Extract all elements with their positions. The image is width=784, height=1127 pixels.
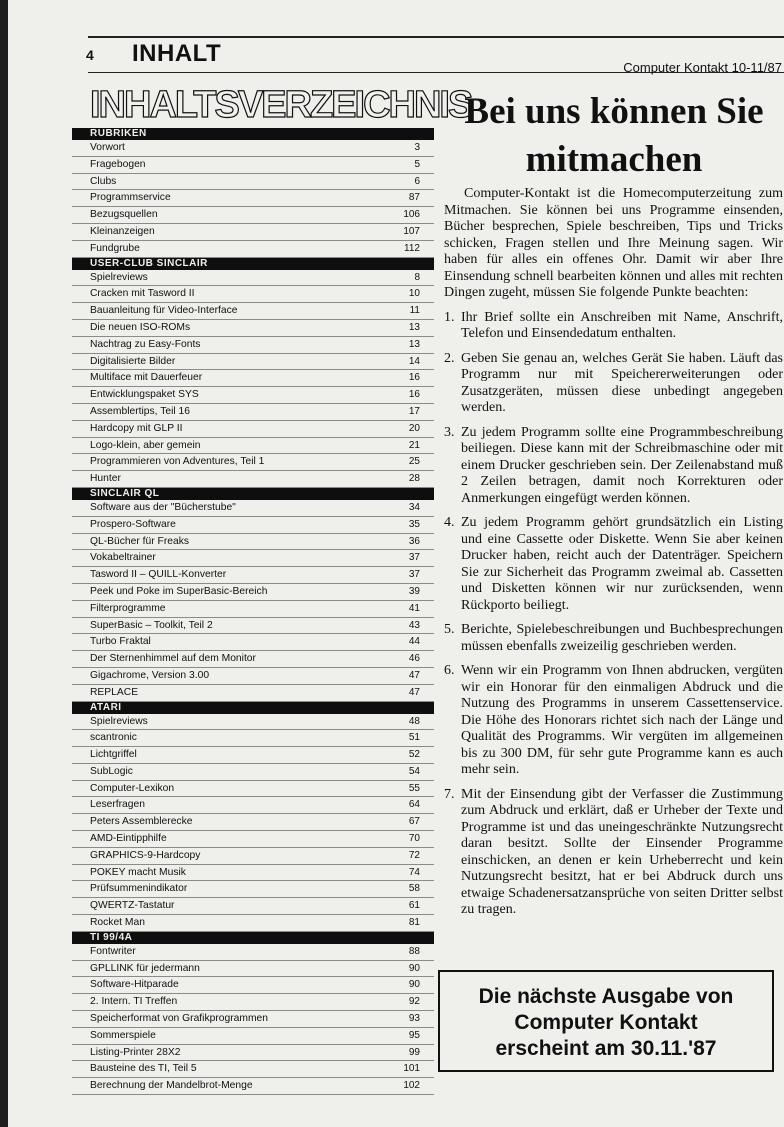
toc-entry-title: Filterprogramme	[90, 602, 166, 614]
toc-entry	[72, 865, 434, 882]
notice-line-3: erscheint am 30.11.'87	[495, 1037, 717, 1060]
toc-entry-page: 35	[408, 518, 420, 530]
toc-entry-page: 10	[408, 288, 420, 300]
toc-entry	[72, 1061, 434, 1078]
toc-entry-page: 37	[408, 552, 420, 564]
notice-line-1: Die nächste Ausgabe von	[478, 985, 734, 1008]
toc-entry-page: 5	[414, 158, 420, 170]
toc-entry-page: 20	[408, 422, 420, 434]
guideline-number: 2.	[444, 350, 455, 366]
toc-entry-title: Computer-Lexikon	[90, 782, 175, 794]
toc-entry	[72, 764, 434, 781]
toc-entry	[72, 270, 434, 287]
toc-entry	[72, 781, 434, 798]
toc-entry-page: 90	[408, 979, 420, 991]
toc-entry-title: Hunter	[90, 473, 121, 485]
toc-entry	[72, 550, 434, 567]
toc-entry	[72, 224, 434, 241]
toc-entry-title: SuperBasic – Toolkit, Teil 2	[90, 619, 213, 631]
toc-entry-title: Bezugsquellen	[90, 209, 158, 221]
toc-entry-title: Speicherformat von Grafikprogrammen	[90, 1013, 268, 1025]
toc-entry-page: 67	[408, 816, 420, 828]
toc-entry	[72, 915, 434, 932]
toc-entry-title: Programmservice	[90, 192, 171, 204]
article-body	[444, 186, 783, 919]
guideline-item	[444, 787, 783, 919]
toc-entry-page: 3	[414, 142, 420, 153]
toc-entry	[72, 747, 434, 764]
toc-title: INHALTSVERZEICHNIS	[90, 84, 472, 126]
toc-entry-page: 54	[408, 765, 420, 777]
toc-entry	[72, 730, 434, 747]
toc-entry-page: 47	[408, 669, 420, 681]
toc-entry-page: 55	[408, 782, 420, 794]
toc-entry	[72, 634, 434, 651]
toc-entry-title: GPLLINK für jedermann	[90, 962, 200, 974]
guideline-text: Zu jedem Programm gehört grundsätzlich ein Listing und eine Cassette oder Diskette. Wenn Sie aber keinen Drucker haben, reicht auch der Datenträger. Speichern Sie zur Sicherheit das Programm zweimal ab. Cassetten und Disketten können wir nur zurücksenden, wenn Rückporto beiliegt.	[461, 515, 783, 613]
toc-category-heading: SINCLAIR QL	[72, 488, 434, 500]
guideline-item	[444, 425, 783, 508]
toc-entry	[72, 303, 434, 320]
guidelines-list	[444, 310, 783, 919]
toc-entry-title: Gigachrome, Version 3.00	[90, 669, 210, 681]
toc-entry	[72, 714, 434, 731]
toc-entry	[72, 454, 434, 471]
toc-entry-page: 21	[408, 439, 420, 451]
toc-entry-page: 25	[408, 456, 420, 468]
toc-entry-title: POKEY macht Musik	[90, 866, 186, 878]
toc-entry-page: 47	[408, 686, 420, 698]
toc-entry	[72, 387, 434, 404]
toc-entry-title: GRAPHICS-9-Hardcopy	[90, 849, 201, 861]
toc-entry	[72, 421, 434, 438]
toc-entry-title: Multiface mit Dauerfeuer	[90, 372, 203, 384]
toc-entry-title: REPLACE	[90, 686, 139, 698]
toc-category-heading: USER-CLUB SINCLAIR	[72, 258, 434, 270]
guideline-text: Berichte, Spielebeschreibungen und Buchbesprechungen müssen ebenfalls zweizeilig geschrieben werden.	[461, 622, 783, 654]
toc-entry	[72, 241, 434, 258]
toc-entry-title: scantronic	[90, 732, 137, 744]
toc-entry-title: Logo-klein, aber gemein	[90, 439, 201, 451]
toc-entry-page: 13	[408, 321, 420, 333]
toc-entry-title: Clubs	[90, 175, 117, 187]
toc-entry	[72, 500, 434, 517]
toc-entry-title: Leserfragen	[90, 799, 145, 811]
toc-entry-title: Vorwort	[90, 142, 125, 153]
toc-entry-title: Kleinanzeigen	[90, 225, 155, 237]
toc-entry	[72, 1028, 434, 1045]
guideline-text: Ihr Brief sollte ein Anschreiben mit Name, Anschrift, Telefon und Einsendedatum enthalten.	[461, 309, 783, 341]
toc-entry-page: 6	[414, 175, 420, 187]
toc-category-heading: RUBRIKEN	[72, 128, 434, 140]
toc-entry	[72, 831, 434, 848]
toc-entry-title: Nachtrag zu Easy-Fonts	[90, 338, 201, 350]
toc-entry-page: 14	[408, 355, 420, 367]
toc-entry-title: Hardcopy mit GLP II	[90, 422, 183, 434]
toc-entry-page: 95	[408, 1029, 420, 1041]
page-number: 4	[86, 47, 94, 63]
toc-entry	[72, 1011, 434, 1028]
toc-entry-title: Software-Hitparade	[90, 979, 179, 991]
toc-entry	[72, 1045, 434, 1062]
toc-entry-page: 61	[408, 900, 420, 912]
guideline-text: Mit der Einsendung gibt der Verfasser die Zustimmung zum Abdruck und erklärt, daß er Urheber der Texte und Programme ist und das uneingeschränkte Nutzungsrecht daran besitzt. Sollte der Einsender Programme einschicken, an denen er kein Urheberrecht und kein Nutzungsrecht besitzt, hat er bei Abdruck durch uns etwaige Schadenersatzansprüche von seiten Dritter selbst zu tragen.	[461, 786, 783, 917]
toc-entry-title: SubLogic	[90, 765, 133, 777]
toc-entry-title: Digitalisierte Bilder	[90, 355, 176, 367]
toc-entry-title: Turbo Fraktal	[90, 636, 151, 648]
toc-entry-page: 16	[408, 389, 420, 401]
article-title	[444, 88, 784, 184]
toc-entry	[72, 157, 434, 174]
table-of-contents	[72, 128, 434, 1095]
toc-entry-title: Peek und Poke im SuperBasic-Bereich	[90, 585, 268, 597]
toc-entry-title: Peters Assemblerecke	[90, 816, 193, 828]
magazine-page	[8, 0, 784, 1127]
toc-entry-page: 37	[408, 569, 420, 581]
toc-entry-page: 64	[408, 799, 420, 811]
toc-entry-page: 51	[408, 732, 420, 744]
toc-entry-title: AMD-Eintipphilfe	[90, 833, 167, 845]
toc-entry-page: 87	[408, 192, 420, 204]
notice-line-2: Computer Kontakt	[514, 1011, 698, 1034]
next-issue-notice	[438, 970, 774, 1072]
toc-entry	[72, 286, 434, 303]
toc-entry	[72, 567, 434, 584]
toc-entry	[72, 651, 434, 668]
toc-entry-page: 92	[408, 996, 420, 1008]
toc-entry	[72, 207, 434, 224]
masthead: Computer Kontakt 10-11/87	[623, 60, 782, 75]
toc-entry-page: 90	[408, 962, 420, 974]
toc-entry-title: 2. Intern. TI Treffen	[90, 996, 178, 1008]
toc-entry	[72, 517, 434, 534]
toc-entry-title: Fontwriter	[90, 945, 136, 957]
guideline-text: Geben Sie genau an, welches Gerät Sie haben. Läuft das Programm nur mit Speichererweiterungen oder Zusatzgeräten, müssen diese unbedingt angegeben werden.	[461, 350, 783, 415]
toc-entry-page: 41	[408, 602, 420, 614]
toc-entry-title: Vokabeltrainer	[90, 552, 156, 564]
toc-entry-page: 39	[408, 585, 420, 597]
toc-entry-title: Programmieren von Adventures, Teil 1	[90, 456, 265, 468]
toc-entry-page: 34	[408, 501, 420, 513]
toc-entry-page: 102	[403, 1080, 420, 1092]
guideline-item	[444, 515, 783, 614]
toc-entry	[72, 370, 434, 387]
toc-entry	[72, 190, 434, 207]
toc-entry-page: 106	[403, 209, 420, 221]
guideline-number: 4.	[444, 515, 455, 530]
toc-entry-title: Software aus der "Bücherstube"	[90, 501, 236, 513]
guideline-item	[444, 351, 783, 417]
guideline-number: 5.	[444, 622, 455, 637]
toc-entry-title: Fundgrube	[90, 242, 140, 254]
guideline-text: Wenn wir ein Programm von Ihnen abdrucken, vergüten wir ein Honorar für den einmaligen Abdruck und die Nutzung des Programms in unserem Cassettenservice. Die Höhe des Honorars richtet sich nach der Länge und Qualität des Programms. Wir vergüten im allgemeinen bis zu 300 DM, für sehr gute Programme kann es auch mehr sein.	[461, 663, 783, 777]
toc-entry-page: 81	[408, 917, 420, 929]
toc-entry-title: Bauanleitung für Video-Interface	[90, 305, 238, 317]
toc-entry-title: Spielreviews	[90, 715, 148, 727]
toc-category-heading: TI 99/4A	[72, 932, 434, 944]
toc-entry-page: 36	[408, 535, 420, 547]
binding-edge	[0, 0, 8, 1127]
guideline-number: 3.	[444, 424, 455, 440]
toc-entry	[72, 337, 434, 354]
toc-entry-title: QL-Bücher für Freaks	[90, 535, 189, 547]
toc-entry	[72, 668, 434, 685]
guideline-text: Zu jedem Programm sollte eine Programmbeschreibung beiliegen. Diese kann mit der Schreibmaschine oder mit einem Drucker geschrieben sein. Der Zeilenabstand muß 2 Zeilen betragen, damit noch Korrekturen oder Anmerkungen eingefügt werden können.	[461, 424, 783, 506]
toc-entry	[72, 848, 434, 865]
toc-entry	[72, 320, 434, 337]
toc-entry-page: 8	[414, 271, 420, 283]
toc-entry-title: Tasword II – QUILL-Konverter	[90, 569, 227, 581]
toc-entry	[72, 944, 434, 961]
toc-entry	[72, 438, 434, 455]
toc-entry	[72, 994, 434, 1011]
toc-entry-page: 107	[403, 225, 420, 237]
toc-entry	[72, 618, 434, 635]
toc-entry	[72, 354, 434, 371]
toc-entry-title: Berechnung der Mandelbrot-Menge	[90, 1080, 253, 1092]
toc-entry	[72, 881, 434, 898]
toc-entry-title: Fragebogen	[90, 158, 146, 170]
toc-entry-title: Prospero-Software	[90, 518, 176, 530]
guideline-number: 1.	[444, 309, 455, 325]
toc-entry-title: Die neuen ISO-ROMs	[90, 321, 191, 333]
toc-entry	[72, 584, 434, 601]
toc-entry-page: 93	[408, 1013, 420, 1025]
toc-entry	[72, 1078, 434, 1095]
toc-entry-title: Bausteine des TI, Teil 5	[90, 1063, 197, 1075]
toc-entry	[72, 404, 434, 421]
toc-entry-page: 99	[408, 1046, 420, 1058]
toc-entry	[72, 601, 434, 618]
toc-entry-page: 72	[408, 849, 420, 861]
toc-entry-title: Cracken mit Tasword II	[90, 288, 195, 300]
article-intro: Computer-Kontakt ist die Homecomputerzeitung zum Mitmachen. Sie können bei uns Programme einsenden, Bücher besprechen, Spiele beschreiben, Tips und Tricks schicken, Fragen stellen und Ihre Meinung sagen. Wir haben für alles ein offenes Ohr. Damit wir aber Ihre Einsendung schnell bearbeiten können und alles mit rechten Dingen zugeht, müssen Sie folgende Punkte beachten:	[444, 186, 783, 300]
toc-entry-title: Entwicklungspaket SYS	[90, 389, 199, 401]
guideline-number: 7.	[444, 786, 455, 802]
toc-entry	[72, 814, 434, 831]
article-title-line-2: mitmachen	[525, 139, 703, 180]
toc-entry	[72, 977, 434, 994]
guideline-item	[444, 663, 783, 779]
toc-entry-page: 58	[408, 883, 420, 895]
toc-entry-page: 46	[408, 653, 420, 665]
toc-entry	[72, 898, 434, 915]
toc-entry	[72, 534, 434, 551]
section-label: INHALT	[132, 40, 222, 67]
toc-entry-title: Lichtgriffel	[90, 749, 137, 761]
toc-entry	[72, 797, 434, 814]
toc-entry-title: QWERTZ-Tastatur	[90, 900, 175, 912]
toc-entry-page: 13	[408, 338, 420, 350]
toc-entry-title: Sommerspiele	[90, 1029, 156, 1041]
toc-entry-title: Spielreviews	[90, 271, 148, 283]
toc-entry-page: 74	[408, 866, 420, 878]
toc-entry	[72, 140, 434, 157]
toc-entry-page: 70	[408, 833, 420, 845]
toc-entry-page: 52	[408, 749, 420, 761]
toc-entry-page: 28	[408, 473, 420, 485]
toc-entry	[72, 174, 434, 191]
guideline-number: 6.	[444, 663, 455, 678]
toc-entry-title: Der Sternenhimmel auf dem Monitor	[90, 653, 256, 665]
toc-entry-page: 101	[403, 1063, 420, 1075]
guideline-item	[444, 310, 783, 343]
toc-entry-page: 43	[408, 619, 420, 631]
toc-category-heading: ATARI	[72, 702, 434, 714]
toc-entry	[72, 685, 434, 702]
header-top-rule	[88, 36, 784, 38]
toc-entry-page: 48	[408, 715, 420, 727]
toc-entry-page: 16	[408, 372, 420, 384]
article-title-line-1: Bei uns können Sie	[464, 91, 764, 132]
toc-entry-title: Rocket Man	[90, 917, 145, 929]
guideline-item	[444, 622, 783, 655]
toc-entry-page: 17	[408, 405, 420, 417]
toc-entry-page: 11	[409, 305, 420, 317]
toc-entry-page: 88	[408, 945, 420, 957]
toc-entry-title: Listing-Printer 28X2	[90, 1046, 181, 1058]
toc-entry-page: 112	[404, 242, 420, 254]
toc-entry	[72, 471, 434, 488]
toc-entry-page: 44	[408, 636, 420, 648]
toc-entry-title: Prüfsummenindikator	[90, 883, 188, 895]
toc-entry-title: Assemblertips, Teil 16	[90, 405, 190, 417]
toc-entry	[72, 961, 434, 978]
